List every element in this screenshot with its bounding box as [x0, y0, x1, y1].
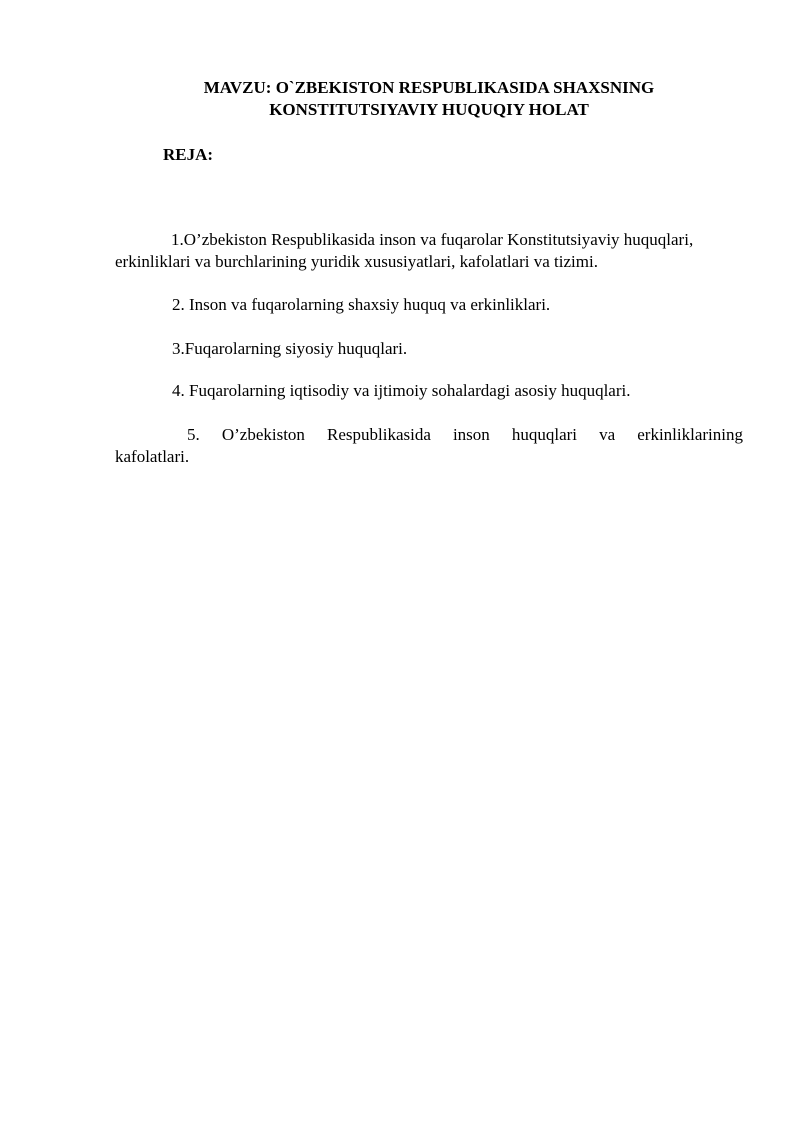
plan-item-5	[115, 424, 743, 468]
plan-item-2-line-1: 2. Inson va fuqarolarning shaxsiy huquq va erkinliklari.	[172, 295, 551, 314]
plan-item-5-line-1: 5. O’zbekiston Respublikasida inson huquqlari va erkinliklarining	[187, 425, 743, 444]
plan-item-3	[115, 338, 743, 360]
document-title-line-1: MAVZU: O`ZBEKISTON RESPUBLIKASIDA SHAXSNING	[203, 78, 655, 97]
plan-heading: REJA:	[163, 145, 214, 164]
plan-item-4-line-1: 4. Fuqarolarning iqtisodiy va ijtimoiy sohalardagi asosiy huquqlari.	[172, 381, 631, 400]
plan-item-5-line-2: kafolatlari.	[115, 447, 190, 466]
plan-item-1-line-2: erkinliklari va burchlarining yuridik xususiyatlari, kafolatlari va tizimi.	[115, 252, 598, 271]
plan-item-2	[115, 294, 743, 316]
plan-item-1-line-1: 1.O’zbekiston Respublikasida inson va fuqarolar Konstitutsiyaviy huquqlari,	[171, 230, 694, 249]
plan-item-1	[115, 229, 743, 273]
plan-item-3-line-1: 3.Fuqarolarning siyosiy huquqlari.	[172, 339, 408, 358]
plan-item-4	[115, 380, 743, 402]
document-title-line-2: KONSTITUTSIYAVIY HUQUQIY HOLAT	[269, 100, 589, 119]
